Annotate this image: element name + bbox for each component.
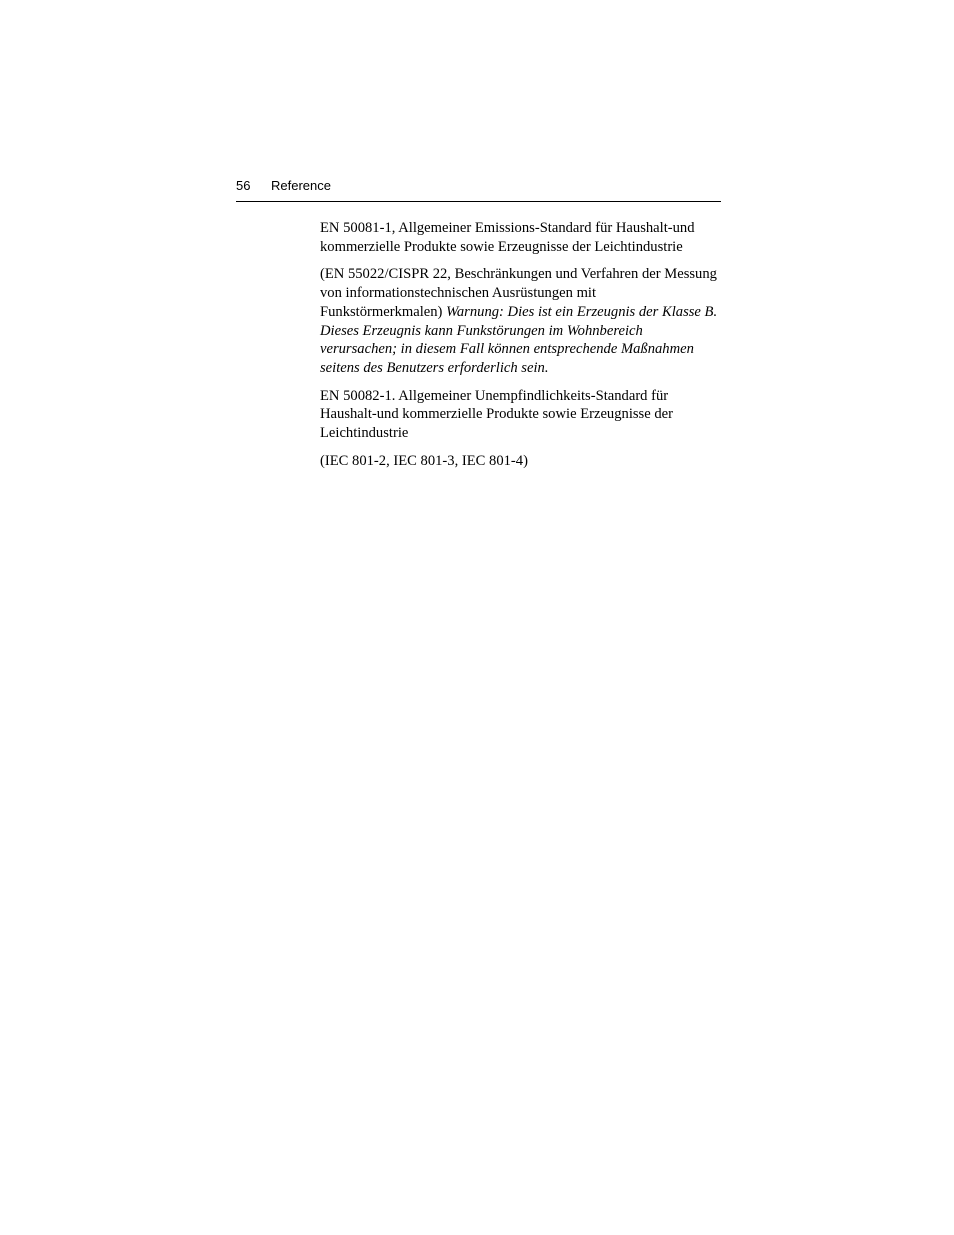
paragraph-en-50081: EN 50081-1, Allgemeiner Emissions-Standard für Haushalt-und kommerzielle Produkte sowie Erzeugnisse der Leichtindustrie (320, 220, 695, 255)
paragraph-en-55022 (320, 265, 720, 377)
section-title: Reference (271, 178, 331, 193)
paragraph-en-50082: EN 50082-1. Allgemeiner Unempfindlichkeits-Standard für Haushalt-und kommerzielle Produkte sowie Erzeugnisse der Leichtindustrie (320, 387, 673, 442)
header-rule (236, 201, 721, 202)
warning-text: Warnung: Dies ist ein Erzeugnis der Klasse B. Dieses Erzeugnis kann Funkstörungen im Wohnbereich verursachen; in diesem Fall können entsprechende Maßnahmen seitens des Benutzers erforderlich sein. (320, 303, 718, 376)
body-text (320, 219, 720, 479)
page-number: 56 (236, 178, 251, 193)
paragraph-iec-801: (IEC 801-2, IEC 801-3, IEC 801-4) (320, 452, 528, 469)
paragraph-en-55022-text: (EN 55022/CISPR 22, Beschränkungen und Verfahren der Messung von informationstechnischen Ausrüstungen mit Funkstörmerkmalen) (320, 266, 717, 320)
running-header (236, 178, 721, 200)
